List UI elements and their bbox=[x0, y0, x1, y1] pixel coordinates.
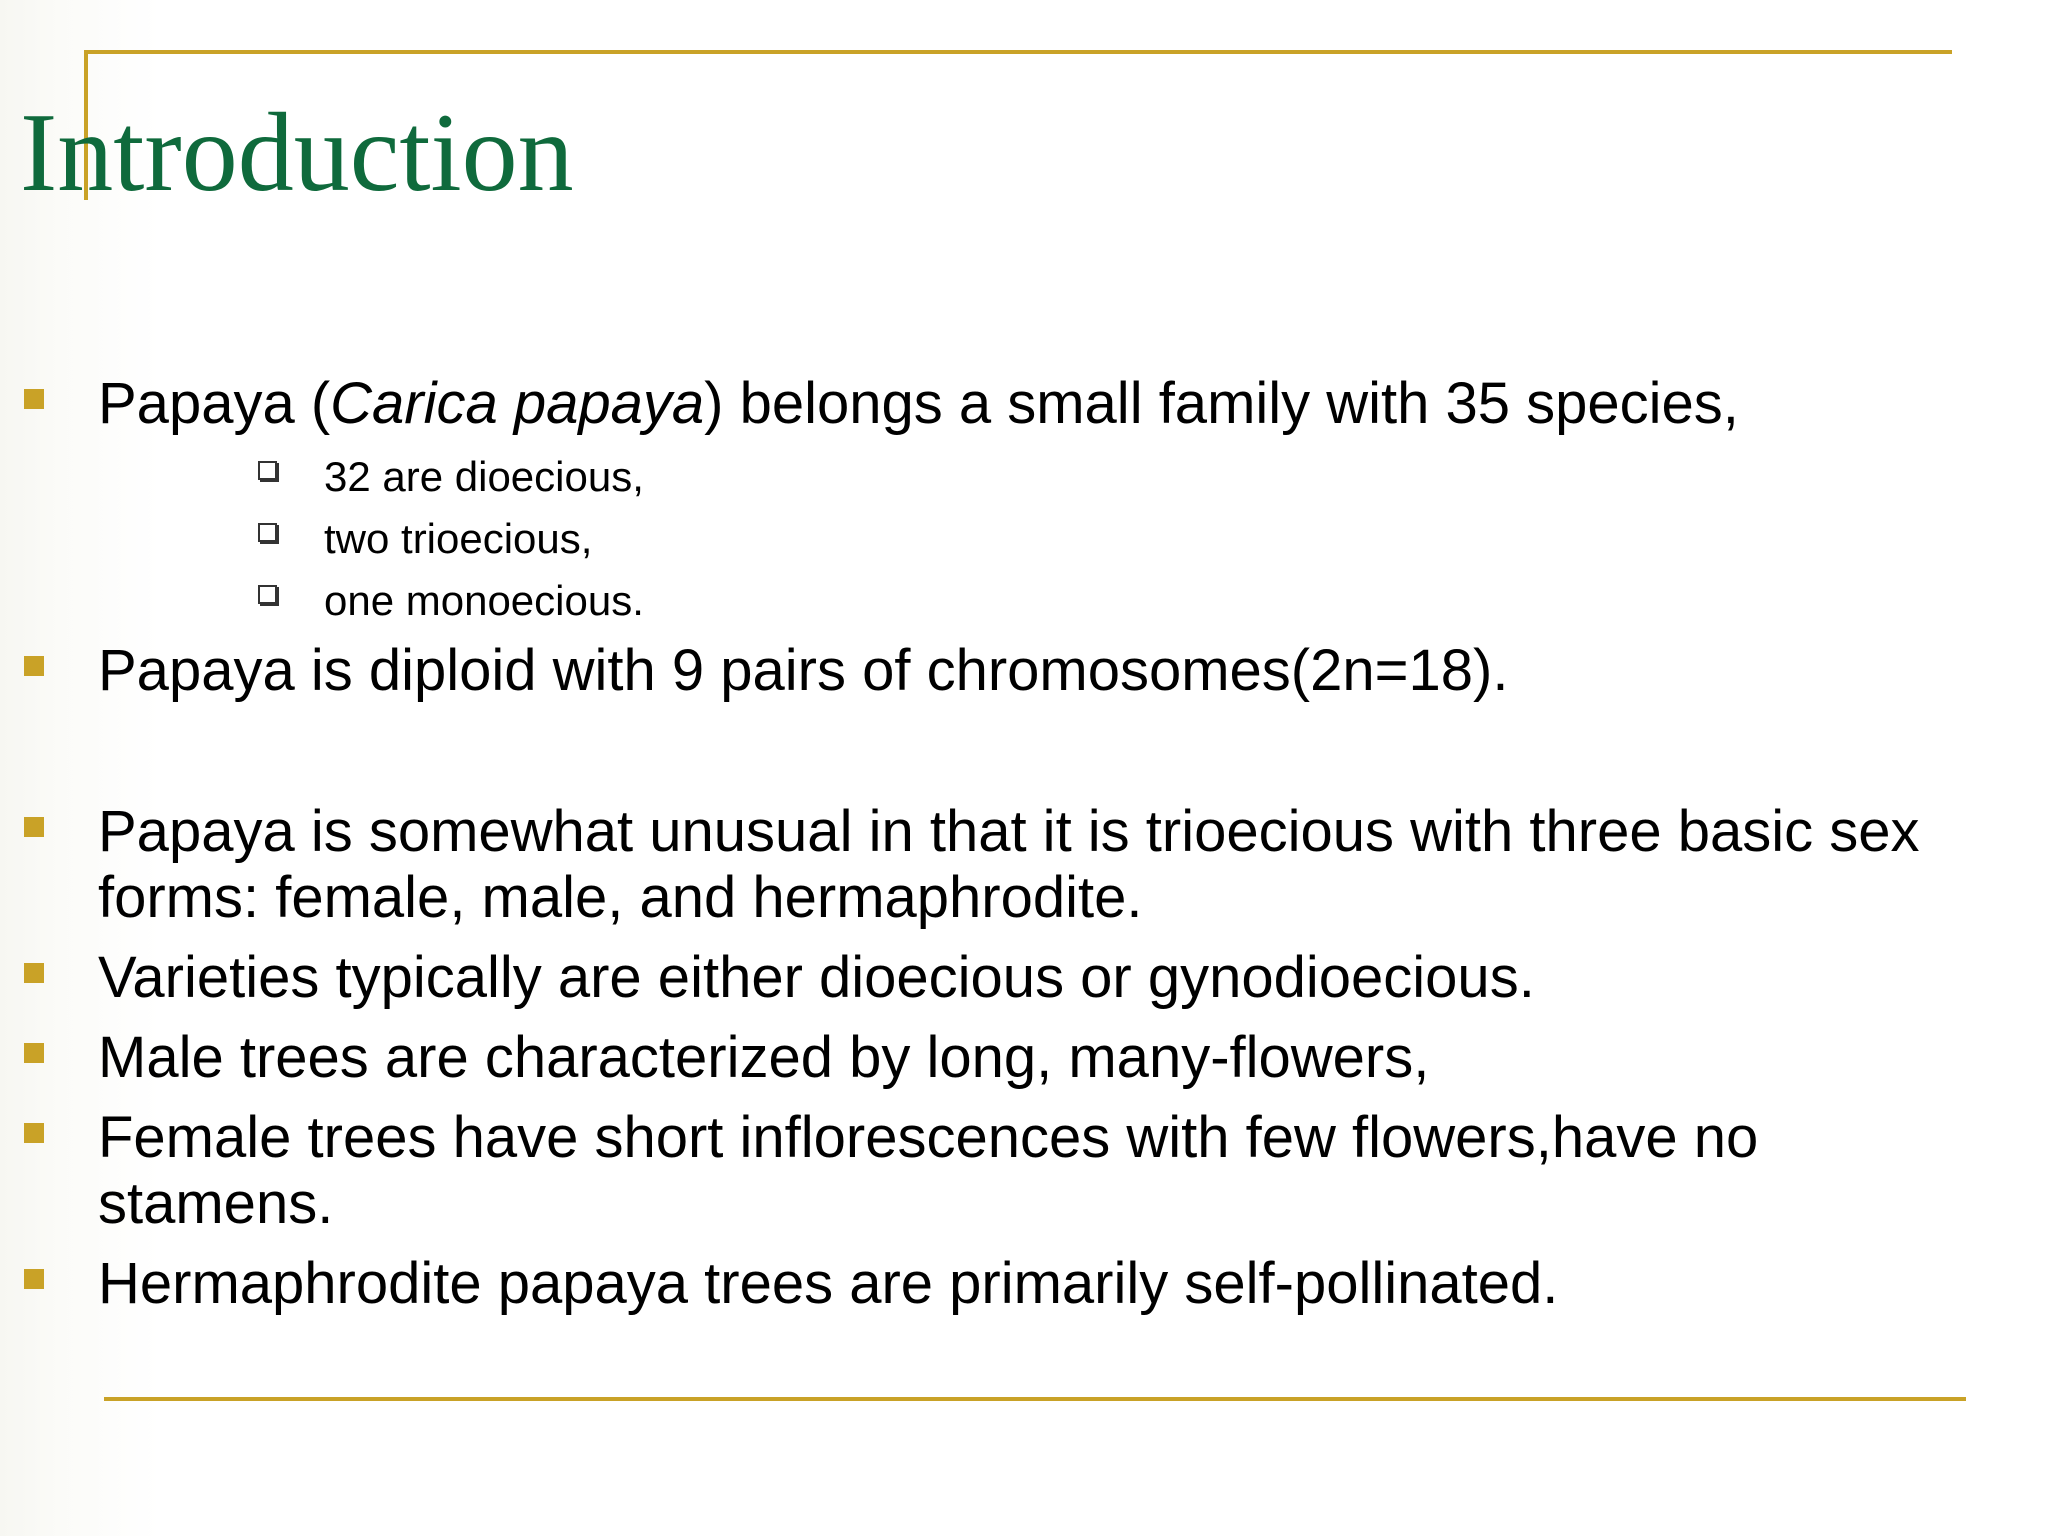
square-bullet-icon bbox=[24, 1123, 44, 1143]
hollow-square-bullet-icon bbox=[258, 461, 277, 480]
hollow-square-bullet-icon bbox=[258, 523, 277, 542]
bullet-text: Varieties typically are either dioecious or gynodioecious. bbox=[98, 945, 1535, 1010]
square-bullet-icon bbox=[24, 1269, 44, 1289]
bullet-text: Hermaphrodite papaya trees are primarily self-pollinated. bbox=[98, 1251, 1559, 1316]
bullet-text: Papaya is somewhat unusual in that it is trioecious with three basic sex forms: female, male, and hermaphrodite. bbox=[98, 799, 1920, 930]
bullet-text bbox=[98, 371, 1928, 437]
sub-bullet-text: one monoecious. bbox=[324, 577, 644, 624]
bullet-text: Female trees have short inflorescences with few flowers,have no stamens. bbox=[98, 1105, 1759, 1236]
bullet-text: Papaya is diploid with 9 pairs of chromosomes(2n=18). bbox=[98, 638, 1509, 703]
square-bullet-icon bbox=[24, 656, 44, 676]
species-name: Carica papaya bbox=[330, 371, 705, 436]
square-bullet-icon bbox=[24, 963, 44, 983]
hollow-square-bullet-icon bbox=[258, 585, 277, 604]
bullet-text: Male trees are characterized by long, many-flowers, bbox=[98, 1025, 1430, 1090]
bottom-rule bbox=[104, 1397, 1966, 1401]
bullet-text-suffix: ) belongs a small family with 35 species, bbox=[704, 371, 1739, 436]
square-bullet-icon bbox=[24, 1043, 44, 1063]
bullet-text-prefix: Papaya ( bbox=[98, 371, 331, 436]
square-bullet-icon bbox=[24, 389, 44, 409]
slide-title: Introduction bbox=[20, 91, 574, 215]
square-bullet-icon bbox=[24, 817, 44, 837]
sub-bullet-text: two trioecious, bbox=[324, 515, 593, 562]
sub-bullet-text: 32 are dioecious, bbox=[324, 453, 644, 500]
